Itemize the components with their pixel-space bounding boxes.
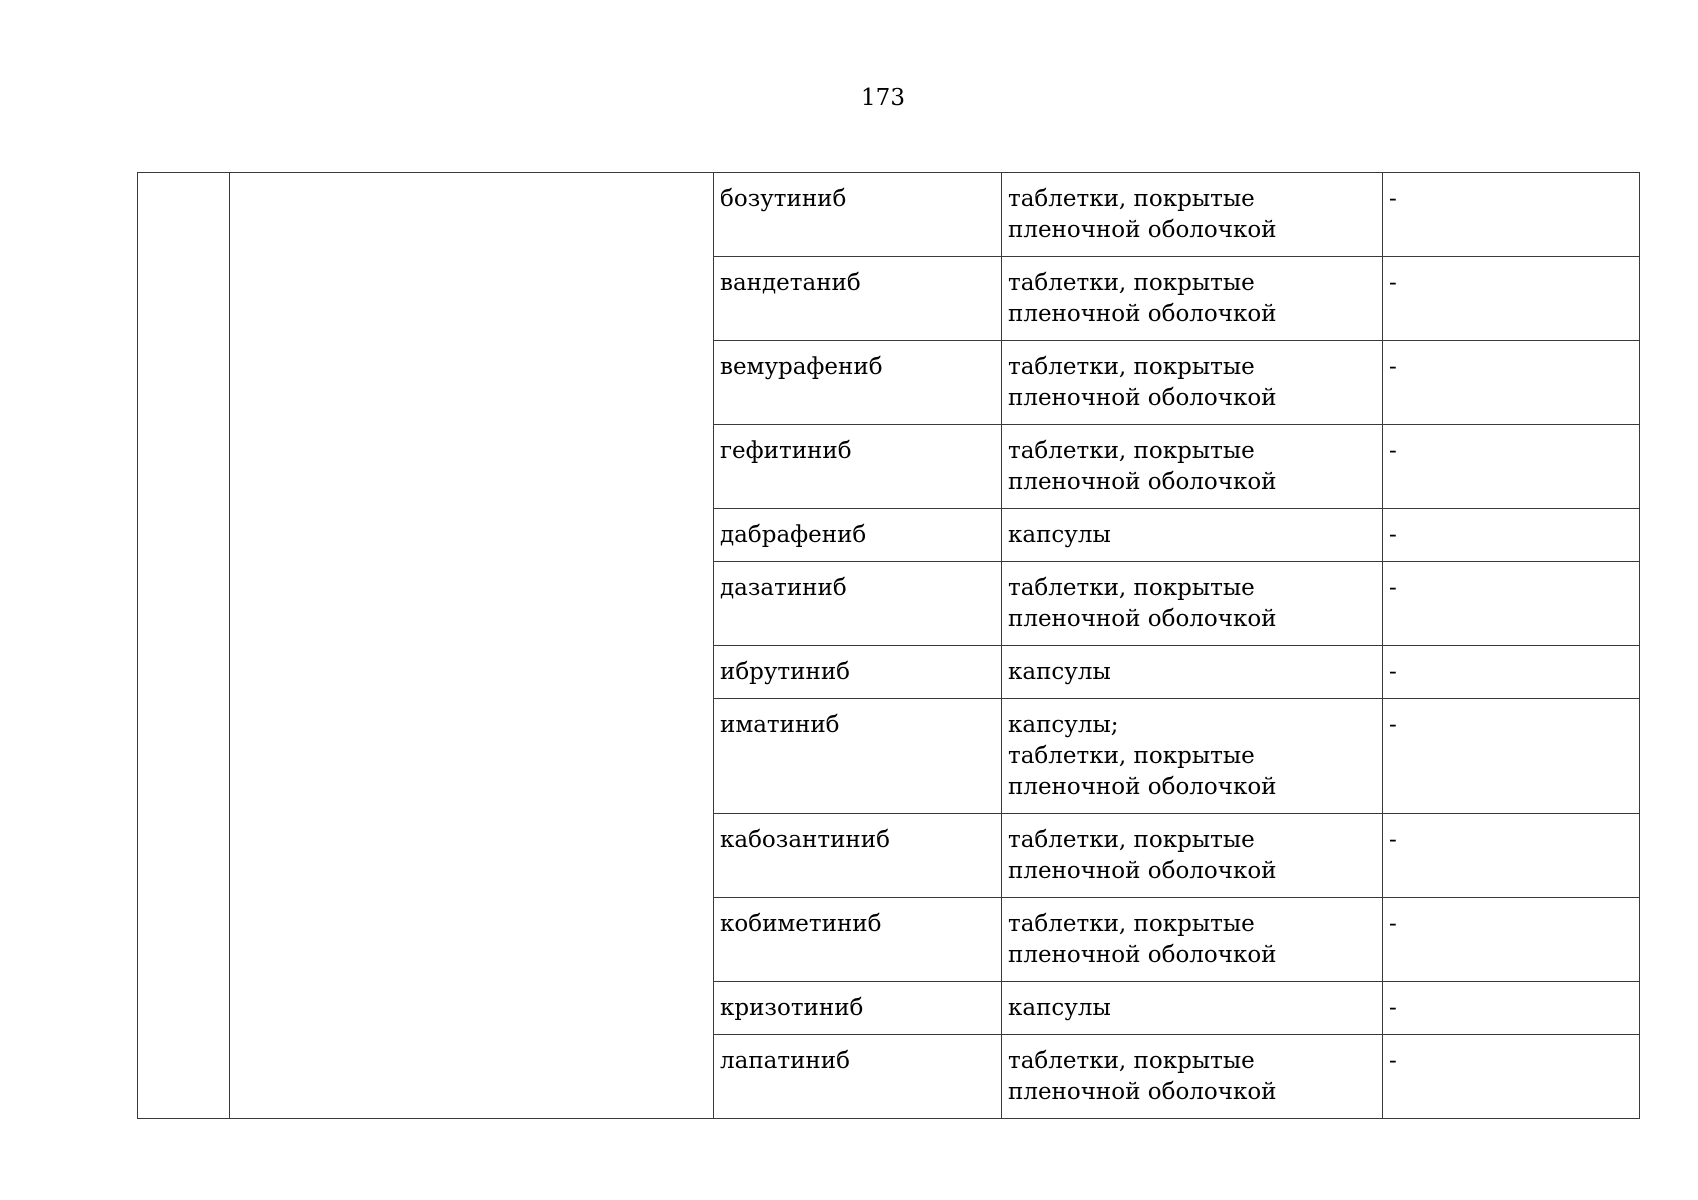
dosage-form-cell <box>1002 814 1383 898</box>
table-row <box>138 173 1640 257</box>
dosage-form-text: капсулы; <box>1008 712 1119 738</box>
dosage-form-cell <box>1002 898 1383 982</box>
dosage-form-cell <box>1002 982 1383 1035</box>
dosage-form-cell <box>1002 646 1383 699</box>
dosage-form-text: таблетки, покрытые пленочной оболочкой <box>1008 743 1277 800</box>
dosage-form-cell <box>1002 699 1383 814</box>
drug-name-cell: лапатиниб <box>714 1035 1002 1119</box>
dosage-form-text: таблетки, покрытые пленочной оболочкой <box>1008 827 1277 884</box>
dosage-form-cell <box>1002 425 1383 509</box>
note-cell: - <box>1383 509 1640 562</box>
dosage-form-text: таблетки, покрытые пленочной оболочкой <box>1008 911 1277 968</box>
drug-name-cell: иматиниб <box>714 699 1002 814</box>
dosage-form-text: капсулы <box>1008 995 1111 1021</box>
dosage-form-cell <box>1002 562 1383 646</box>
drug-name-cell: ибрутиниб <box>714 646 1002 699</box>
note-cell: - <box>1383 982 1640 1035</box>
page-number: 173 <box>861 85 905 111</box>
drug-name-cell: гефитиниб <box>714 425 1002 509</box>
dosage-form-text: таблетки, покрытые пленочной оболочкой <box>1008 186 1277 243</box>
drug-table <box>137 172 1640 1119</box>
note-cell: - <box>1383 898 1640 982</box>
dosage-form-text: таблетки, покрытые пленочной оболочкой <box>1008 1048 1277 1105</box>
note-cell: - <box>1383 257 1640 341</box>
note-cell: - <box>1383 562 1640 646</box>
note-cell: - <box>1383 425 1640 509</box>
drug-name-cell: дазатиниб <box>714 562 1002 646</box>
dosage-form-text: таблетки, покрытые пленочной оболочкой <box>1008 354 1277 411</box>
note-cell: - <box>1383 699 1640 814</box>
note-cell: - <box>1383 814 1640 898</box>
drug-name-cell: бозутиниб <box>714 173 1002 257</box>
note-cell: - <box>1383 646 1640 699</box>
dosage-form-text: капсулы <box>1008 522 1111 548</box>
dosage-form-cell <box>1002 257 1383 341</box>
dosage-form-cell <box>1002 341 1383 425</box>
note-cell: - <box>1383 173 1640 257</box>
dosage-form-text: таблетки, покрытые пленочной оболочкой <box>1008 575 1277 632</box>
drug-name-cell: вандетаниб <box>714 257 1002 341</box>
table-body <box>138 173 1640 1119</box>
dosage-form-cell <box>1002 1035 1383 1119</box>
drug-name-cell: кризотиниб <box>714 982 1002 1035</box>
drug-name-cell: кобиметиниб <box>714 898 1002 982</box>
group-column-cell <box>230 173 714 1119</box>
dosage-form-text: таблетки, покрытые пленочной оболочкой <box>1008 438 1277 495</box>
note-cell: - <box>1383 1035 1640 1119</box>
drug-name-cell: вемурафениб <box>714 341 1002 425</box>
dosage-form-text: капсулы <box>1008 659 1111 685</box>
dosage-form-cell <box>1002 509 1383 562</box>
dosage-form-text: таблетки, покрытые пленочной оболочкой <box>1008 270 1277 327</box>
dosage-form-cell <box>1002 173 1383 257</box>
drug-name-cell: кабозантиниб <box>714 814 1002 898</box>
drug-name-cell: дабрафениб <box>714 509 1002 562</box>
code-column-cell <box>138 173 230 1119</box>
note-cell: - <box>1383 341 1640 425</box>
